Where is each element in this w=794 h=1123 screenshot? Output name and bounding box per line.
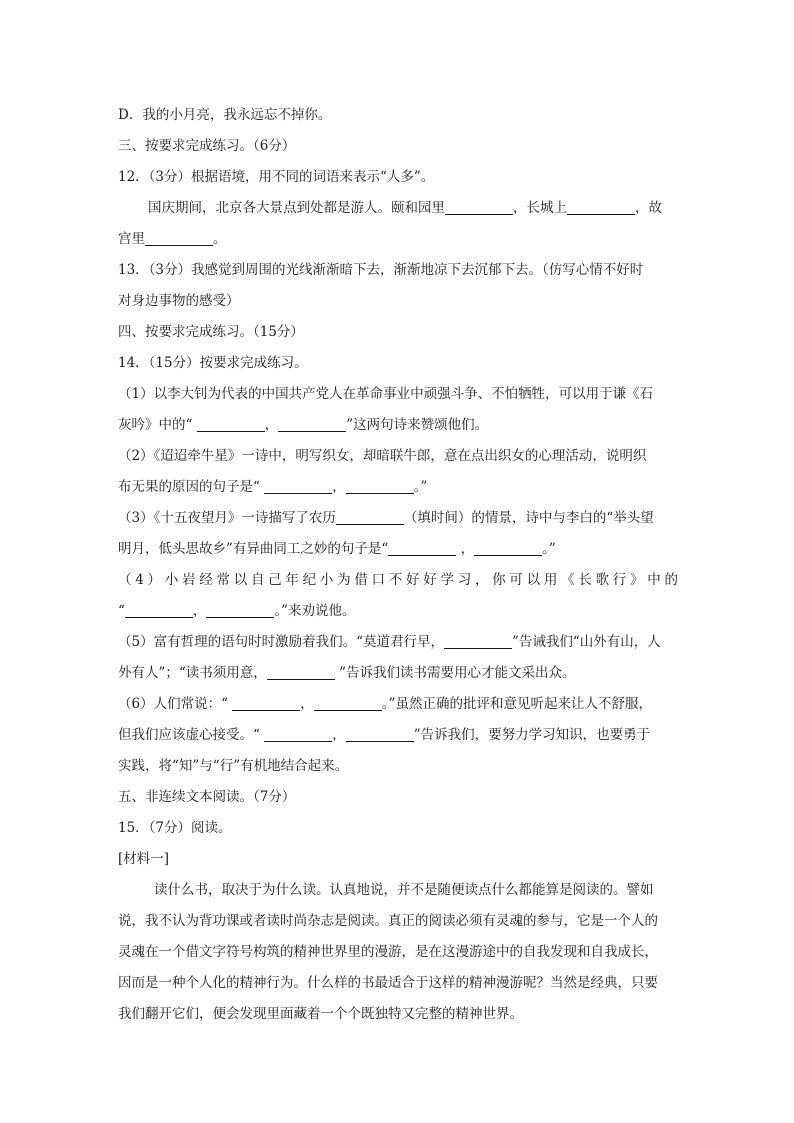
q14-part-5-text-c: 外有人”；“读书须用意，	[118, 665, 267, 681]
q14-part-5-text-b: ”告诫我们“山外有山，人	[512, 634, 661, 650]
q14-part-4-line-1	[118, 565, 678, 596]
q14-part-6-text-a: （6）人们常说：“	[118, 696, 233, 712]
question-12-text: 12．（3分）根据语境，用不同的词语来表示“人多”。	[118, 169, 435, 185]
q12-context-text-1: 国庆期间，北京各大景点到处都是游人。颐和园里	[148, 200, 445, 216]
material-1-para-line-3	[118, 937, 678, 968]
q12-context-text-2: ，长城上	[513, 200, 567, 216]
page-content	[118, 100, 678, 1030]
q14-1-blank-2[interactable]	[278, 415, 346, 432]
q14-5-blank-1[interactable]	[444, 632, 512, 649]
q14-part-3-text-a: （3）《十五夜望月》一诗描写了农历	[118, 510, 336, 526]
q14-3-blank-2[interactable]	[388, 539, 456, 556]
q12-context-text-3: ，故	[635, 200, 662, 216]
question-12-line	[118, 162, 678, 193]
q14-2-blank-2[interactable]	[346, 477, 414, 494]
q14-part-3-line-1	[118, 503, 678, 534]
q14-part-2-text: （2）《迢迢牵牛星》一诗中，明写织女，却暗联牛郎，意在点出织女的心理活动，说明织	[118, 448, 647, 464]
q14-part-6-line-2	[118, 720, 678, 751]
q14-part-4-line-2	[118, 596, 678, 627]
q14-5-blank-2[interactable]	[267, 663, 335, 680]
question-13-line-1	[118, 255, 678, 286]
material-1-para-line-4	[118, 968, 678, 999]
q14-3-blank-3[interactable]	[474, 539, 542, 556]
q14-3-blank-1[interactable]	[336, 508, 404, 525]
question-13-text-2: 对身边事物的感受）	[118, 293, 240, 309]
q14-6-blank-4[interactable]	[346, 725, 414, 742]
q14-part-6-text-g: 实践，将“知”与“行”有机地结合起来。	[118, 758, 349, 774]
q14-part-1-line-2	[118, 410, 678, 441]
option-d-line	[118, 100, 678, 131]
q14-part-5-text-d: ”告诉我们读书需要用心才能文采出众。	[334, 665, 576, 681]
q14-part-1-text-a: 灰吟》中的“	[118, 417, 197, 433]
q14-6-blank-1[interactable]	[232, 694, 300, 711]
material-1-para-line-1	[118, 875, 678, 906]
q14-part-3-text-d: ，	[456, 541, 475, 557]
q14-part-3-text-b: （填时间）的情景，诗中与李白的“举头望	[403, 510, 654, 526]
q14-part-4-text-c: 。”来劝说他。	[274, 603, 356, 619]
section-4-heading	[118, 317, 678, 348]
material-1-para-line-2	[118, 906, 678, 937]
q14-part-3-line-2	[118, 534, 678, 565]
question-14-line	[118, 348, 678, 379]
option-d-text: D．我的小月亮，我永远忘不掉你。	[118, 107, 332, 123]
question-12-context-line-1	[118, 193, 678, 224]
q14-part-6-text-c: 。”虽然正确的批评和意见听起来让人不舒服，	[381, 696, 652, 712]
q14-part-1-line-1	[118, 379, 678, 410]
section-5-heading	[118, 782, 678, 813]
q14-part-4-text-b: ，	[192, 603, 207, 619]
section-5-heading-text: 五、非连续文本阅读。（7分）	[118, 789, 296, 805]
question-14-text: 14．（15分）按要求完成练习。	[118, 355, 308, 371]
q14-6-blank-3[interactable]	[264, 725, 332, 742]
q14-part-2-text-b: ，	[332, 479, 346, 495]
q14-part-6-text-d: 但我们应该虚心接受。“	[118, 727, 265, 743]
q14-part-3-text-c: 明月，低头思故乡”有异曲同工之妙的句子是“	[118, 541, 389, 557]
q14-6-blank-2[interactable]	[314, 694, 382, 711]
material-1-label	[118, 844, 678, 875]
q12-blank-3[interactable]	[145, 229, 213, 246]
q14-part-1-text-c: ”这两句诗来赞颂他们。	[346, 417, 489, 433]
q12-context-text-5: 。	[213, 231, 227, 247]
q14-part-6-text-e: ，	[332, 727, 346, 743]
q12-blank-1[interactable]	[445, 198, 513, 215]
material-1-label-text: [材料一]	[118, 851, 170, 867]
q14-1-blank-1[interactable]	[197, 415, 265, 432]
q14-part-3-text-e: 。”	[542, 541, 556, 557]
q12-blank-2[interactable]	[567, 198, 635, 215]
q14-2-blank-1[interactable]	[264, 477, 332, 494]
q14-4-blank-1[interactable]	[125, 601, 193, 618]
question-15-text: 15．（7分）阅读。	[118, 820, 232, 836]
section-3-heading-text: 三、按要求完成练习。（6分）	[118, 138, 296, 154]
q14-part-2-text-c: 。”	[413, 479, 428, 495]
q12-context-text-4: 宫里	[118, 231, 145, 247]
q14-part-2-line-2	[118, 472, 678, 503]
q14-part-1-text-b: ，	[264, 417, 279, 433]
q14-part-2-text-a: 布无果的原因的句子是“	[118, 479, 265, 495]
q14-part-5-line-1	[118, 627, 678, 658]
material-1-para-line-5	[118, 999, 678, 1030]
section-4-heading-text: 四、按要求完成练习。（15分）	[118, 324, 304, 340]
q14-part-2-line-1	[118, 441, 678, 472]
q14-part-1-text: （1）以李大钊为代表的中国共产党人在革命事业中顽强斗争、不怕牺牲，可以用于谦《石	[118, 386, 654, 402]
question-15-line	[118, 813, 678, 844]
q14-part-5-text-a: （5）富有哲理的语句时时激励着我们。“莫道君行早，	[118, 634, 444, 650]
q14-part-6-line-1	[118, 689, 678, 720]
q14-part-6-line-3	[118, 751, 678, 782]
material-1-text-5: 我们翻开它们，便会发现里面藏着一个个既独特又完整的精神世界。	[118, 1006, 523, 1022]
question-13-line-2	[118, 286, 678, 317]
q14-part-6-text-f: ”告诉我们，要努力学习知识，也要勇于	[413, 727, 651, 743]
q14-part-5-line-2	[118, 658, 678, 689]
material-1-text-4: 因而是一种个人化的精神行为。什么样的书最适合于这样的精神漫游呢？当然是经典，只要	[118, 975, 658, 991]
material-1-text-2: 说，我不认为背功课或者读时尚杂志是阅读。真正的阅读必须有灵魂的参与，它是一个人的	[118, 913, 658, 929]
q14-4-blank-2[interactable]	[206, 601, 274, 618]
section-3-heading	[118, 131, 678, 162]
q14-part-4-text-a: “	[118, 603, 125, 619]
q14-part-4-text: （4）小岩经常以自己年纪小为借口不好好学习，你可以用《长歌行》中的	[118, 572, 678, 588]
question-12-context-line-2	[118, 224, 678, 255]
question-13-text-1: 13．（3分）我感觉到周围的光线渐渐暗下去，渐渐地凉下去沉郁下去。（仿写心情不好时	[118, 262, 644, 278]
material-1-text-3: 灵魂在一个借文字符号构筑的精神世界里的漫游，是在这漫游途中的自我发现和自我成长，	[118, 944, 658, 960]
material-1-text-1: 读什么书，取决于为什么读。认真地说，并不是随便读点什么都能算是阅读的。譬如	[154, 882, 654, 898]
q14-part-6-text-b: ，	[300, 696, 314, 712]
